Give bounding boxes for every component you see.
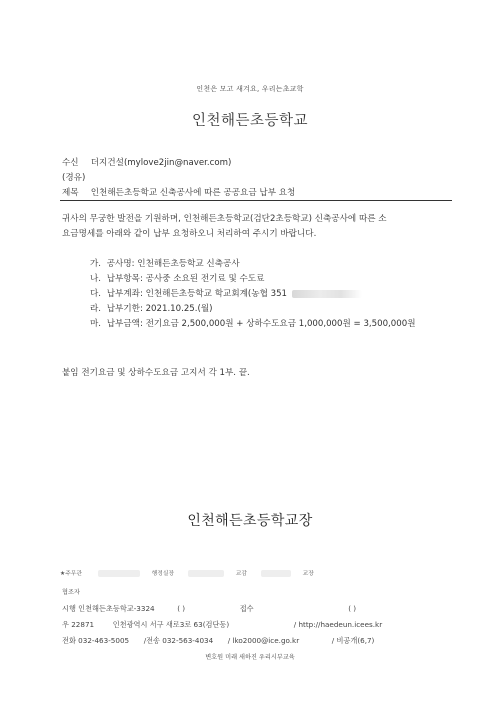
redacted-name [188,570,224,577]
approval-label-vice: 교감 [235,571,247,577]
recipient-row [62,156,231,168]
footer-email: / lko2000@ice.go.kr [227,636,300,645]
attachment-line: 붙임 전기요금 및 상하수도요금 고지서 각 1부. 끝. [62,368,250,378]
list-item [90,272,264,284]
footer-line-2 [62,620,382,630]
footer-homepage: / http://haedeun.icees.kr [293,620,383,629]
item-text: 납부금액: 전기요금 2,500,000원 + 상하수도요금 1,000,000원 = 3,500,000원 [106,319,416,329]
org-title: 인천해든초등학교 [191,113,309,129]
list-item [90,302,213,314]
item-number: 다. [90,289,102,299]
list-item [90,257,240,269]
footer-address: 인천광역시 서구 새로3로 63(검단동) [112,620,230,629]
footer-receipt-label: 접수 [239,604,254,613]
item-text: 납부계좌: 인천해든초등학교 학교회계(농협 351 [106,289,288,299]
list-item [90,317,416,329]
school-slogan: 인천은 모고 새겨요, 우리는초교학 [196,85,304,93]
footer-receipt-date: ( ) [348,604,357,613]
recipient-label: 수신 [62,158,79,168]
redacted-name [98,570,140,577]
subject-row [62,186,295,198]
footer-phone: 전화 032-463-5005 [62,636,130,645]
via-label: (경유) [62,173,86,183]
approval-label-principal: 교장 [302,571,314,577]
paragraph-line-1: 귀사의 무궁한 발전을 기원하며, 인천해든초등학교(검단2초등학교) 신축공사에 따른 소 [62,214,387,224]
redacted-name [261,570,291,577]
item-text: 납부항목: 공사중 소요된 전기료 및 수도료 [106,274,265,284]
subject-divider [60,200,452,201]
footer-fax: /전송 032-563-4034 [143,636,214,645]
footer-postcode: 우 22871 [62,620,95,629]
item-number: 가. [90,259,102,269]
redacted-account [292,290,362,298]
item-number: 나. [90,274,102,284]
cooperation-label: 협조자 [62,589,80,596]
footer-line-1 [62,604,356,614]
footer-motto: 변호원 미래 새하진 우리시부교육 [205,654,295,661]
recipient-value: 더지건설(mylove2jin@naver.com) [90,158,232,168]
footer-line-3 [62,636,374,646]
approval-label-admin: 행정실장 [151,571,175,577]
item-number: 라. [90,304,102,314]
subject-value: 인천해든초등학교 신축공사에 따른 공공요금 납부 요청 [90,188,296,198]
approval-row [60,568,314,577]
footer-doc-date: ( ) [177,604,186,613]
subject-label: 제목 [62,188,79,198]
list-item [90,287,362,299]
signatory-title: 인천해든초등학교장 [187,513,313,529]
footer-doc-number: 시행 인천해든초등학교-3324 [62,604,155,613]
item-text: 공사명: 인천해든초등학교 신축공사 [106,259,240,269]
item-number: 마. [90,319,102,329]
footer-disclosure: / 비공개(6,7) [331,636,375,645]
paragraph-line-2: 요금명세를 아래와 같이 납부 요청하오니 처리하여 주시기 바랍니다. [62,229,317,239]
approval-label-officer: ★주무관 [60,571,82,577]
item-text: 납부기한: 2021.10.25.(월) [106,304,213,314]
